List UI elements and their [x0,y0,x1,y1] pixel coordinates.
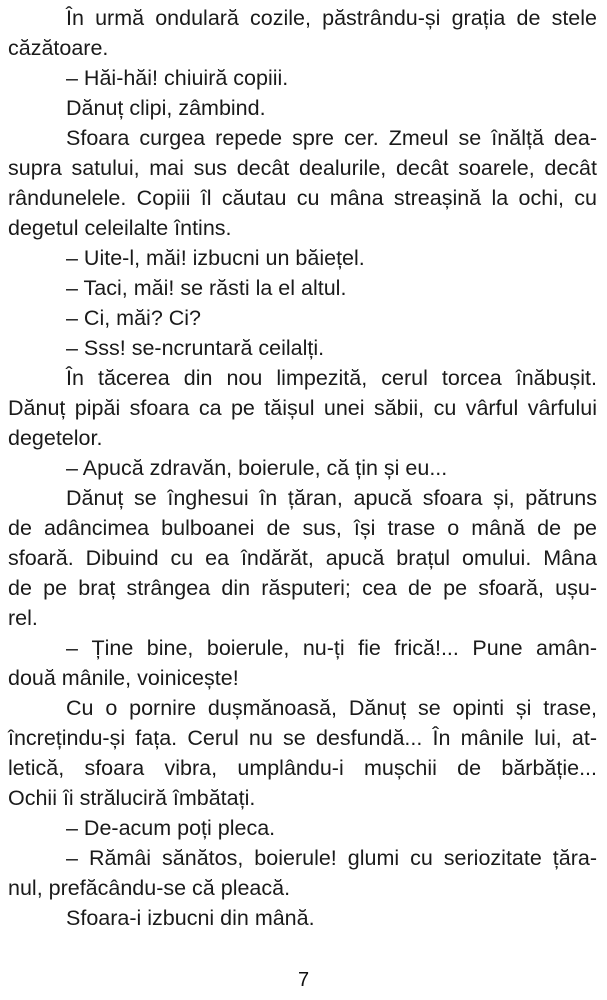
text-line: – Rămâi sănătos, boierule! glumi cu seriozitate țăra- [66,846,597,870]
text-line: rel. [8,606,38,630]
text-line: supra satului, mai sus decât dealurile, decât soarele, decât [8,156,597,180]
text-line: Dănuț pipăi sfoara ca pe tăișul unei săbii, cu vârful vârfului [8,396,597,420]
text-line: Sfoara curgea repede spre cer. Zmeul se înălță dea- [66,126,597,150]
text-line: degetelor. [8,426,103,450]
text-line: În tăcerea din nou limpezită, cerul torcea înăbușit. [66,366,597,390]
text-line: – Ține bine, boierule, nu-ți fie frică!... Pune amân- [66,636,597,660]
text-line: sfoară. Dibuind cu ea îndărăt, apucă brațul omului. Mâna [8,546,597,570]
text-line: – Ci, măi? Ci? [66,306,202,330]
text-line: – De-acum poți pleca. [66,816,276,840]
text-line: Cu o pornire dușmănoasă, Dănuț se opinti și trase, [66,696,597,720]
text-line: rândunelele. Copiii îl căutau cu mâna streașină la ochi, cu [8,186,597,210]
page-number: 7 [297,969,310,991]
text-line: Sfoara-i izbucni din mână. [66,906,315,930]
text-line: nul, prefăcându-se că pleacă. [8,876,291,900]
text-line: – Taci, măi! se răsti la el altul. [66,276,347,300]
text-line: În urmă ondulară cozile, păstrându-și grația de stele [66,6,597,30]
text-line: – Apucă zdravăn, boierule, că țin și eu... [66,456,448,480]
text-line: – Sss! se-ncruntară ceilalți. [66,336,325,360]
text-line: Dănuț se înghesui în țăran, apucă sfoara și, pătruns [66,486,597,510]
text-line: încrețindu-și fața. Cerul nu se desfundă... În mânile lui, at- [8,726,597,750]
text-line: două mânile, voinicește! [8,666,239,690]
text-line: de adâncimea bulboanei de sus, își trase o mână de pe [8,516,597,540]
text-line: Dănuț clipi, zâmbind. [66,96,266,120]
text-line: degetul celeilalte întins. [8,216,232,240]
text-line: – Uite-l, măi! izbucni un băiețel. [66,246,365,270]
text-line: Ochii îi străluciră îmbătați. [8,786,256,810]
text-line: căzătoare. [8,36,109,60]
text-line: – Hăi-hăi! chiuiră copiii. [66,66,289,90]
text-line: de pe braț strângea din răsputeri; cea de pe sfoară, ușu- [8,576,597,600]
text-line: letică, sfoara vibra, umplându-i mușchii de bărbăție... [8,756,597,780]
